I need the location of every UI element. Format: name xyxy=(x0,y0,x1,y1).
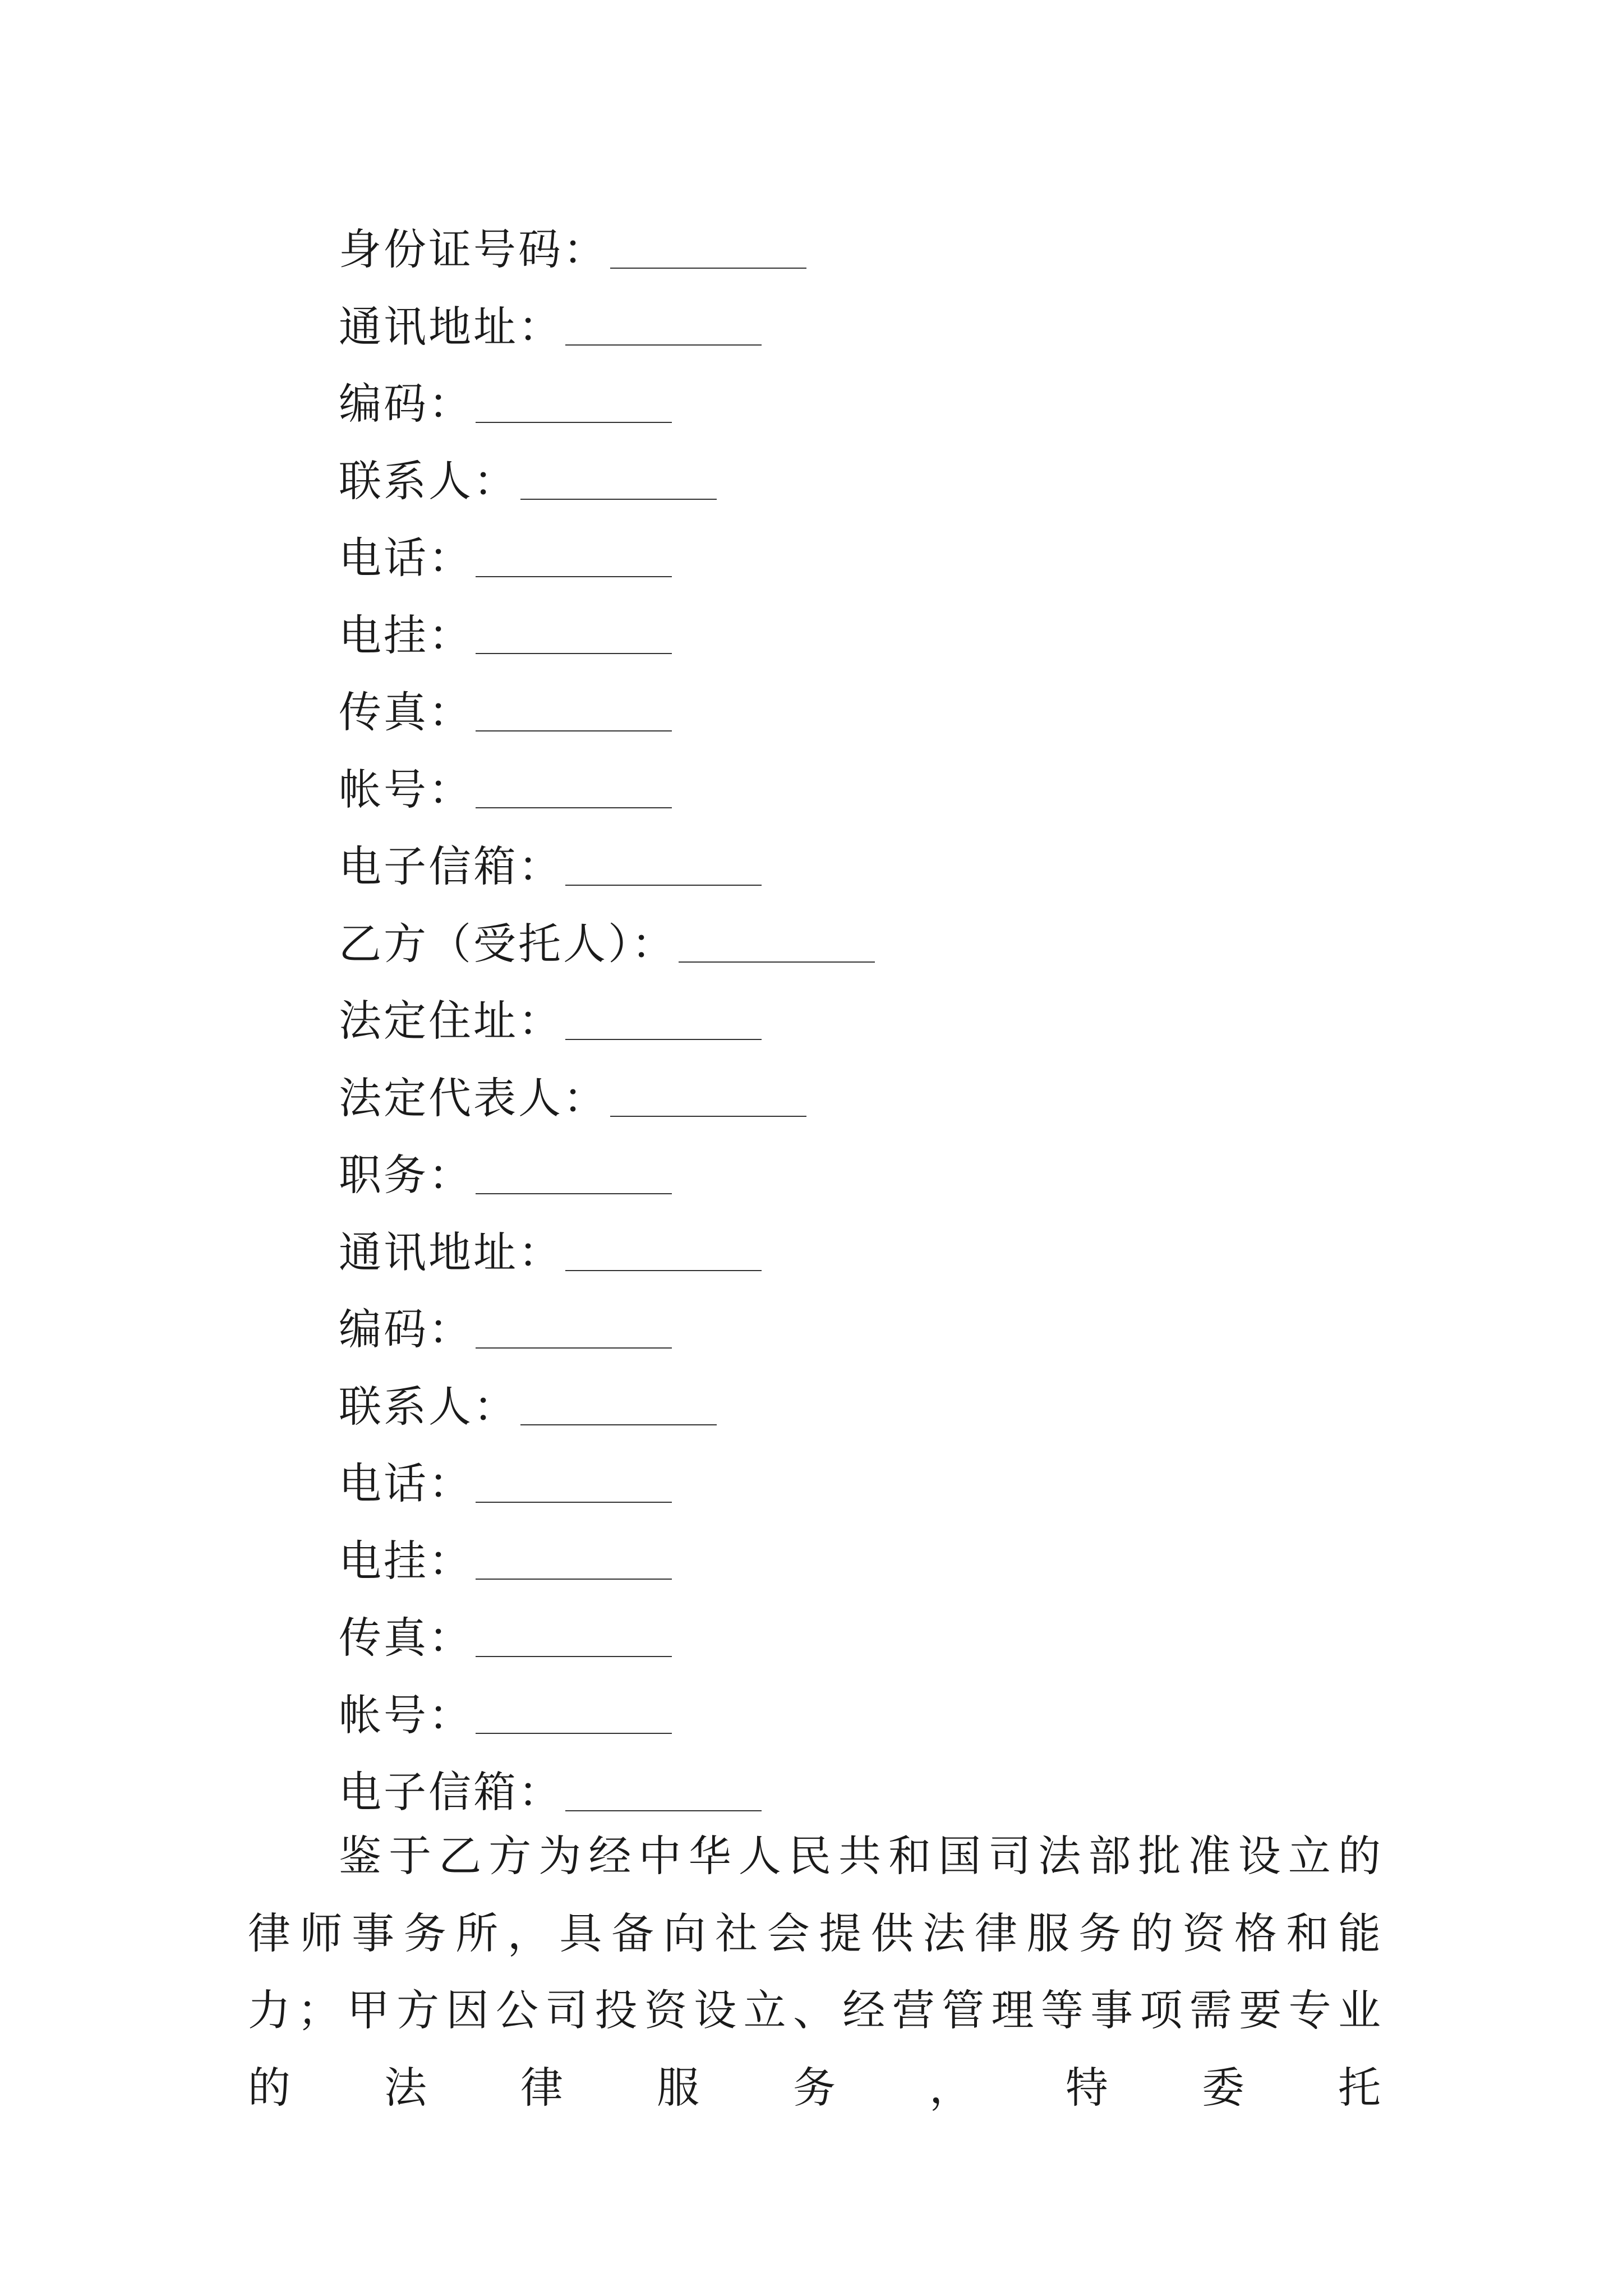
blank-line xyxy=(565,1775,762,1811)
field-label: 身份证号码： xyxy=(339,224,608,275)
field-position xyxy=(339,1133,875,1211)
blank-line xyxy=(476,1313,672,1349)
field-phone xyxy=(339,1442,875,1519)
field-label: 编码： xyxy=(339,379,473,429)
blank-line xyxy=(565,850,762,886)
field-label: 电挂： xyxy=(339,610,473,660)
field-account xyxy=(339,1673,875,1751)
field-label: 电话： xyxy=(339,1458,473,1509)
field-fax xyxy=(339,670,875,748)
blank-line xyxy=(520,464,717,500)
blank-line xyxy=(565,310,762,346)
field-postcode xyxy=(339,1287,875,1365)
field-account xyxy=(339,748,875,825)
field-phone xyxy=(339,516,875,593)
field-label: 编码： xyxy=(339,1304,473,1355)
field-cable xyxy=(339,1519,875,1596)
field-label: 乙方（受托人）： xyxy=(339,918,676,969)
blank-line xyxy=(476,696,672,731)
blank-line xyxy=(476,1621,672,1657)
field-label: 帐号： xyxy=(339,764,473,815)
field-label: 电话： xyxy=(339,533,473,583)
field-contact xyxy=(339,439,875,517)
party-info-fields xyxy=(339,208,875,1828)
field-label: 电子信箱： xyxy=(339,1767,563,1818)
field-label: 法定住址： xyxy=(339,996,563,1046)
field-email xyxy=(339,1750,875,1828)
field-label: 电子信箱： xyxy=(339,841,563,892)
field-address xyxy=(339,1211,875,1288)
blank-line xyxy=(476,1158,672,1194)
field-fax xyxy=(339,1596,875,1673)
blank-line xyxy=(476,1698,672,1734)
field-email xyxy=(339,825,875,902)
field-label: 传真： xyxy=(339,687,473,738)
blank-line xyxy=(679,927,875,963)
field-label: 联系人： xyxy=(339,1381,518,1432)
blank-line xyxy=(476,1544,672,1580)
field-label: 法定代表人： xyxy=(339,1073,608,1123)
field-label: 职务： xyxy=(339,1150,473,1200)
blank-line xyxy=(476,1467,672,1503)
field-label: 联系人： xyxy=(339,455,518,506)
blank-line xyxy=(476,618,672,654)
field-label: 帐号： xyxy=(339,1690,473,1740)
blank-line xyxy=(476,772,672,808)
field-postcode xyxy=(339,362,875,439)
field-legal-representative xyxy=(339,1056,875,1134)
field-label: 通讯地址： xyxy=(339,301,563,352)
blank-line xyxy=(610,1081,806,1117)
blank-line xyxy=(610,233,806,269)
field-label: 通讯地址： xyxy=(339,1227,563,1277)
blank-line xyxy=(565,1235,762,1271)
recital-paragraph: 鉴于乙方为经中华人民共和国司法部批准设立的律师事务所，具备向社会提供法律服务的资格和能力；甲方因公司投资设立、经营管理等事项需要专业的法律服务，特委托 xyxy=(248,1831,1386,2113)
blank-line xyxy=(476,387,672,423)
field-address xyxy=(339,285,875,362)
field-id-number xyxy=(339,208,875,285)
blank-line xyxy=(565,1004,762,1040)
field-cable xyxy=(339,593,875,671)
field-legal-address xyxy=(339,979,875,1056)
blank-line xyxy=(476,541,672,577)
field-label: 传真： xyxy=(339,1613,473,1663)
field-party-b xyxy=(339,902,875,979)
field-label: 电挂： xyxy=(339,1535,473,1586)
field-contact xyxy=(339,1365,875,1442)
blank-line xyxy=(520,1389,717,1425)
